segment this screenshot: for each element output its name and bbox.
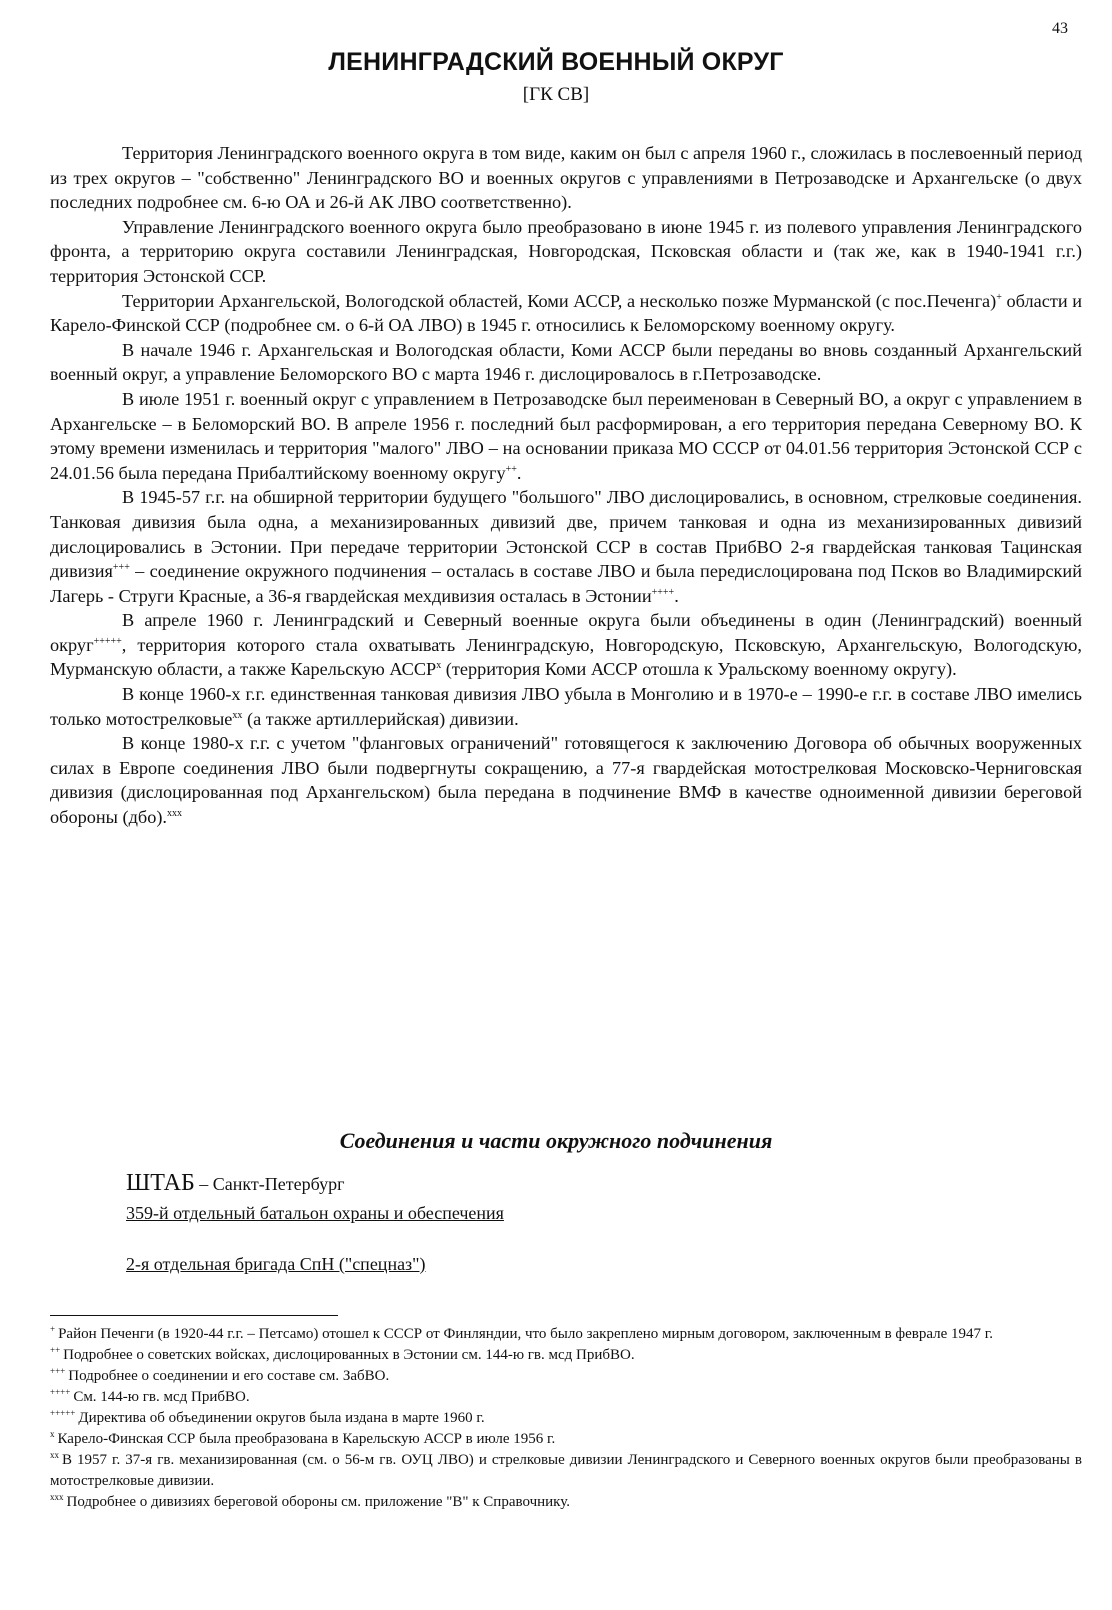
paragraph-text: , территория которого стала охватывать Ленинградскую, Новгородскую, Псковскую, Архангельскую, Вологодскую, Мурманскую области, а также Карельскую АССР	[50, 634, 1082, 680]
footnote-mark: xxx	[50, 1492, 64, 1502]
paragraph-text: области и Карело-Финской ССР (подробнее см. о 6-й ОА ЛВО) в 1945 г. относились к Беломорскому военному округу.	[50, 290, 1082, 336]
paragraph	[50, 731, 1082, 829]
paragraph	[50, 387, 1082, 485]
footnote-ref[interactable]: +++	[112, 562, 130, 573]
footnote-ref[interactable]: +++++	[93, 635, 122, 647]
footnote	[50, 1387, 1082, 1408]
footnote	[50, 1345, 1082, 1366]
footnote-ref[interactable]: xx	[232, 709, 243, 721]
footnote	[50, 1324, 1082, 1345]
page-number: 43	[1052, 20, 1068, 37]
paragraph-text: Территория Ленинградского военного округа в том виде, каким он был с апреля 1960 г., сложилась в послевоенный период из трех округов – "собственно" Ленинградского ВО и военных округов с управлениями в Петрозаводске и Архангельске (о двух последних подробнее см. 6-ю ОА и 26-й АК ЛВО соответственно).	[50, 143, 1082, 213]
footnote-mark: +	[50, 1324, 56, 1334]
paragraph	[50, 485, 1082, 608]
hq-label: ШТАБ	[126, 1170, 195, 1196]
footnote-ref[interactable]: ++	[505, 463, 517, 475]
paragraph-text: Управление Ленинградского военного округа было преобразовано в июне 1945 г. из полевого управления Ленинградского фронта, а территорию округа составили Ленинградская, Новгородская, Псковская области и (так же, как в 1940-1941 г.г.) территория Эстонской ССР.	[50, 216, 1082, 286]
paragraph	[50, 141, 1082, 215]
body-text	[50, 141, 1082, 830]
paragraph	[50, 289, 1082, 338]
paragraph-text: В конце 1960-х г.г. единственная танковая дивизия ЛВО убыла в Монголию и в 1970-е – 1990-е г.г. в составе ЛВО имелись только мотострелковые	[50, 684, 1082, 729]
unit-link-guard-battalion[interactable]: 359-й отдельный батальон охраны и обеспечения	[126, 1203, 504, 1223]
footnote-text: См. 144-ю гв. мсд ПрибВО.	[73, 1389, 250, 1405]
paragraph-text: .	[516, 462, 522, 483]
footnote-text: В 1957 г. 37-я гв. механизированная (см. о 56-м гв. ОУЦ ЛВО) и стрелковые дивизии Ленинградского и Северного военных округов были преобразованы в мотострелковые дивизии.	[50, 1452, 1082, 1489]
paragraph	[50, 682, 1082, 731]
paragraph	[50, 338, 1082, 387]
paragraph-text: В 1945-57 г.г. на обширной территории будущего "большого" ЛВО дислоцировались, в основном, стрелковые соединения. Танковая дивизия была одна, а механизированных дивизий две, причем танковая и одна из механизированных дивизий дислоцировались в Эстонии. При передаче территории Эстонской ССР в состав ПрибВО 2-я гвардейская танковая Тацинская дивизия	[50, 487, 1082, 582]
paragraph-text: В начале 1946 г. Архангельская и Вологодская области, Коми АССР были переданы во вновь созданный Архангельский военный округ, а управление Беломорского ВО с марта 1946 г. дислоцировалось в г.Петрозаводске.	[50, 339, 1082, 385]
paragraph-text: (территория Коми АССР отошла к Уральскому военному округу).	[441, 659, 957, 680]
section-heading: Соединения и части окружного подчинения	[339, 1128, 773, 1153]
footnote-ref[interactable]: x	[436, 660, 442, 672]
footnote-divider	[50, 1315, 338, 1316]
footnote	[50, 1408, 1082, 1429]
paragraph-text: В конце 1980-х г.г. с учетом "фланговых ограничений" готовящегося к заключению Договора об обычных вооруженных силах в Европе соединения ЛВО были подвергнуты сокращению, а 77-я гвардейская мотострелковая Московско-Черниговская дивизия (дислоцированная под Архангельском) была передана в подчинение ВМФ в качестве одноименной дивизии береговой обороны (дбо).	[50, 733, 1082, 828]
footnote	[50, 1450, 1082, 1492]
paragraph-text: (а также артиллерийская) дивизии.	[242, 708, 519, 729]
paragraph-text: В июле 1951 г. военный округ с управлением в Петрозаводске был переименован в Северный ВО, а округ с управлением в Архангельске – в Беломорский ВО. В апреле 1956 г. последний был расформирован, а его территория передана Северному ВО. К этому времени изменилась и территория "малого" ЛВО – на основании приказа МО СССР от 04.01.56 территория Эстонской ССР с 24.01.56 была передана Прибалтийскому военному округу	[50, 388, 1082, 483]
footnote-text: Карело-Финская ССР была преобразована в Карельскую АССР в июле 1956 г.	[57, 1431, 556, 1447]
footnote-mark: +++++	[50, 1408, 76, 1418]
page-title: ЛЕНИНГРАДСКИЙ ВОЕННЫЙ ОКРУГ	[328, 48, 784, 76]
footnote-text: Район Печенги (в 1920-44 г.г. – Петсамо) отошел к СССР от Финляндии, что было закреплено мирным договором, заключенным в феврале 1947 г.	[58, 1326, 994, 1342]
page-subtitle: [ГК СВ]	[522, 84, 590, 105]
footnote-mark: ++++	[50, 1387, 71, 1397]
footnote	[50, 1492, 1082, 1513]
hq-location: – Санкт-Петербург	[194, 1174, 345, 1194]
paragraph-text: В апреле 1960 г. Ленинградский и Северный военные округа были объединены в один (Ленинградский) военный округ	[50, 610, 1082, 655]
footnote-mark: +++	[50, 1366, 66, 1376]
footnote-mark: x	[50, 1429, 55, 1439]
footnote	[50, 1429, 1082, 1450]
footnote-mark: ++	[50, 1345, 61, 1355]
footnote-text: Подробнее о дивизиях береговой обороны см. приложение "В" к Справочнику.	[66, 1494, 570, 1510]
footnote-ref[interactable]: xxx	[167, 807, 182, 819]
footnote-text: Подробнее о соединении и его составе см. ЗабВО.	[68, 1368, 390, 1384]
footnote-text: Подробнее о советских войсках, дислоцированных в Эстонии см. 144-ю гв. мсд ПрибВО.	[63, 1347, 635, 1363]
footnote	[50, 1366, 1082, 1387]
paragraph	[50, 215, 1082, 289]
footnotes	[50, 1324, 1082, 1513]
unit-link-spetsnaz-brigade[interactable]: 2-я отдельная бригада СпН ("спецназ")	[126, 1254, 426, 1274]
paragraph-text: .	[674, 585, 679, 606]
paragraph	[50, 608, 1082, 682]
footnote-mark: xx	[50, 1450, 59, 1460]
paragraph-text: Территории Архангельской, Вологодской областей, Коми АССР, а несколько позже Мурманской (с пос.Печенга)	[122, 290, 997, 311]
hq-line	[126, 1170, 345, 1197]
footnote-ref[interactable]: ++++	[651, 586, 675, 598]
footnote-text: Директива об объединении округов была издана в марте 1960 г.	[78, 1410, 485, 1426]
paragraph-text: – соединение окружного подчинения – осталась в составе ЛВО и была передислоцирована под Псков во Владимирский Лагерь - Струги Красные, а 36-я гвардейская мехдивизия осталась в Эстонии	[50, 561, 1082, 606]
footnote-ref[interactable]: +	[996, 291, 1002, 303]
